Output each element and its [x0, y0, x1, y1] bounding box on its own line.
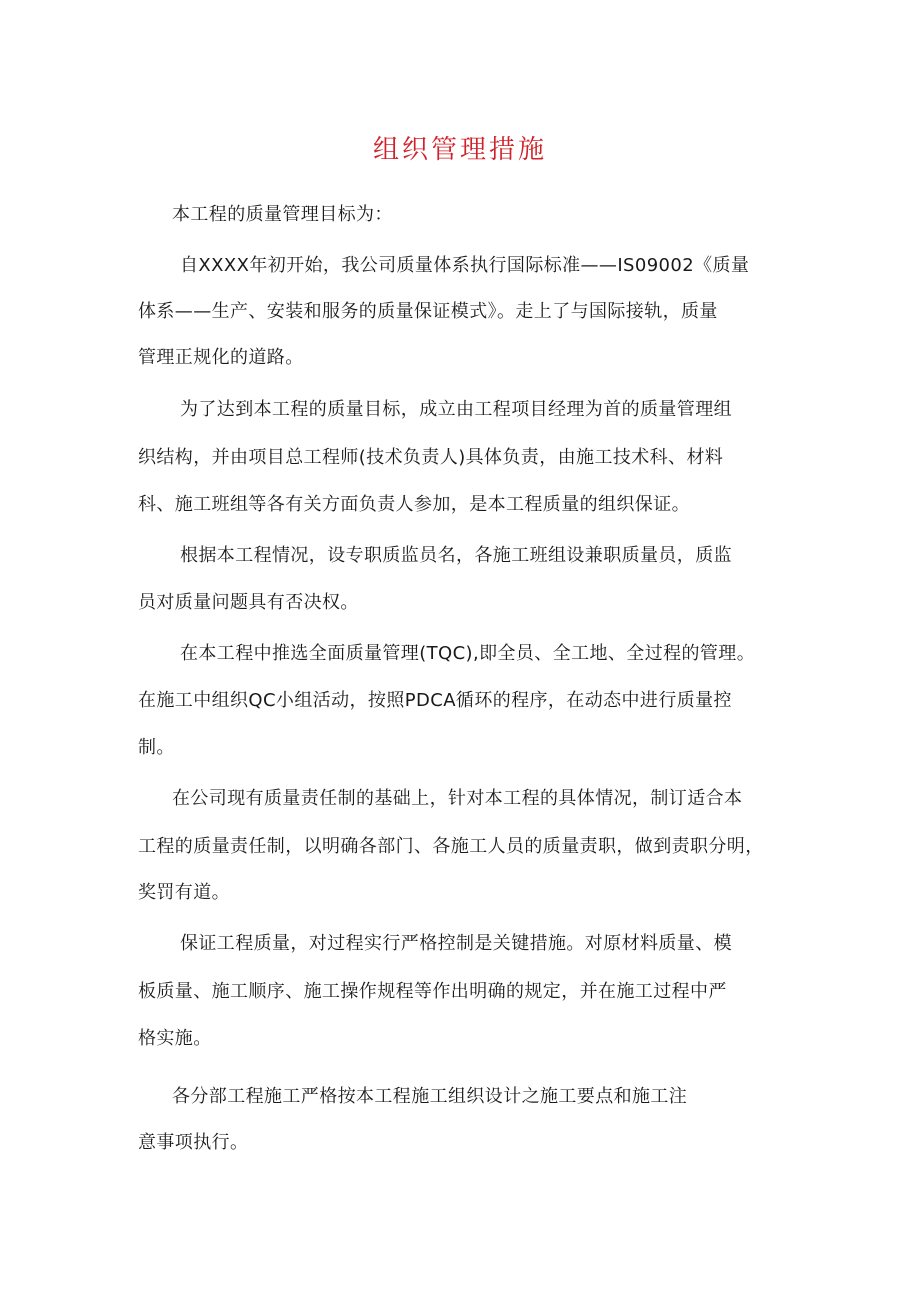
page-title: 组织管理措施	[372, 135, 547, 165]
paragraph-line: 本工程的质量管理目标为：	[172, 204, 393, 225]
paragraph-line: 制。	[138, 737, 175, 758]
paragraph-line: 在施工中组织QC小组活动，按照PDCA循环的程序，在动态中进行质量控	[138, 690, 732, 711]
paragraph-line: 为了达到本工程的质量目标，成立由工程项目经理为首的质量管理组	[180, 399, 732, 420]
paragraph-line: 意事项执行。	[138, 1132, 249, 1153]
paragraph-line: 自XXXX年初开始，我公司质量体系执行国际标准——IS09002《质量	[180, 255, 750, 276]
paragraph-line: 在本工程中推选全面质量管理(TQC),即全员、全工地、全过程的管理。	[180, 643, 756, 664]
paragraph-line: 板质量、施工顺序、施工操作规程等作出明确的规定，并在施工过程中严	[138, 981, 727, 1002]
paragraph-line: 体系——生产、安装和服务的质量保证模式》。走上了与国际接轨，质量	[138, 301, 718, 322]
paragraph-line: 员对质量问题具有否决权。	[138, 592, 359, 613]
paragraph-line: 格实施。	[138, 1028, 212, 1049]
paragraph-line: 科、施工班组等各有关方面负责人参加，是本工程质量的组织保证。	[138, 494, 690, 515]
paragraph-line: 各分部工程施工严格按本工程施工组织设计之施工要点和施工注	[172, 1086, 688, 1107]
paragraph-line: 织结构，并由项目总工程师(技术负责人)具体负责，由施工技术科、材料	[138, 447, 724, 468]
paragraph-line: 在公司现有质量责任制的基础上，针对本工程的具体情况，制订适合本	[172, 788, 743, 809]
paragraph-line: 保证工程质量，对过程实行严格控制是关键措施。对原材料质量、模	[180, 933, 732, 954]
paragraph-line: 管理正规化的道路。	[138, 347, 304, 368]
paragraph-line: 奖罚有道。	[138, 882, 230, 903]
paragraph-line: 根据本工程情况，设专职质监员名，各施工班组设兼职质量员，质监	[180, 545, 732, 566]
paragraph-line: 工程的质量责任制，以明确各部门、各施工人员的质量责职，做到责职分明，	[138, 836, 764, 857]
